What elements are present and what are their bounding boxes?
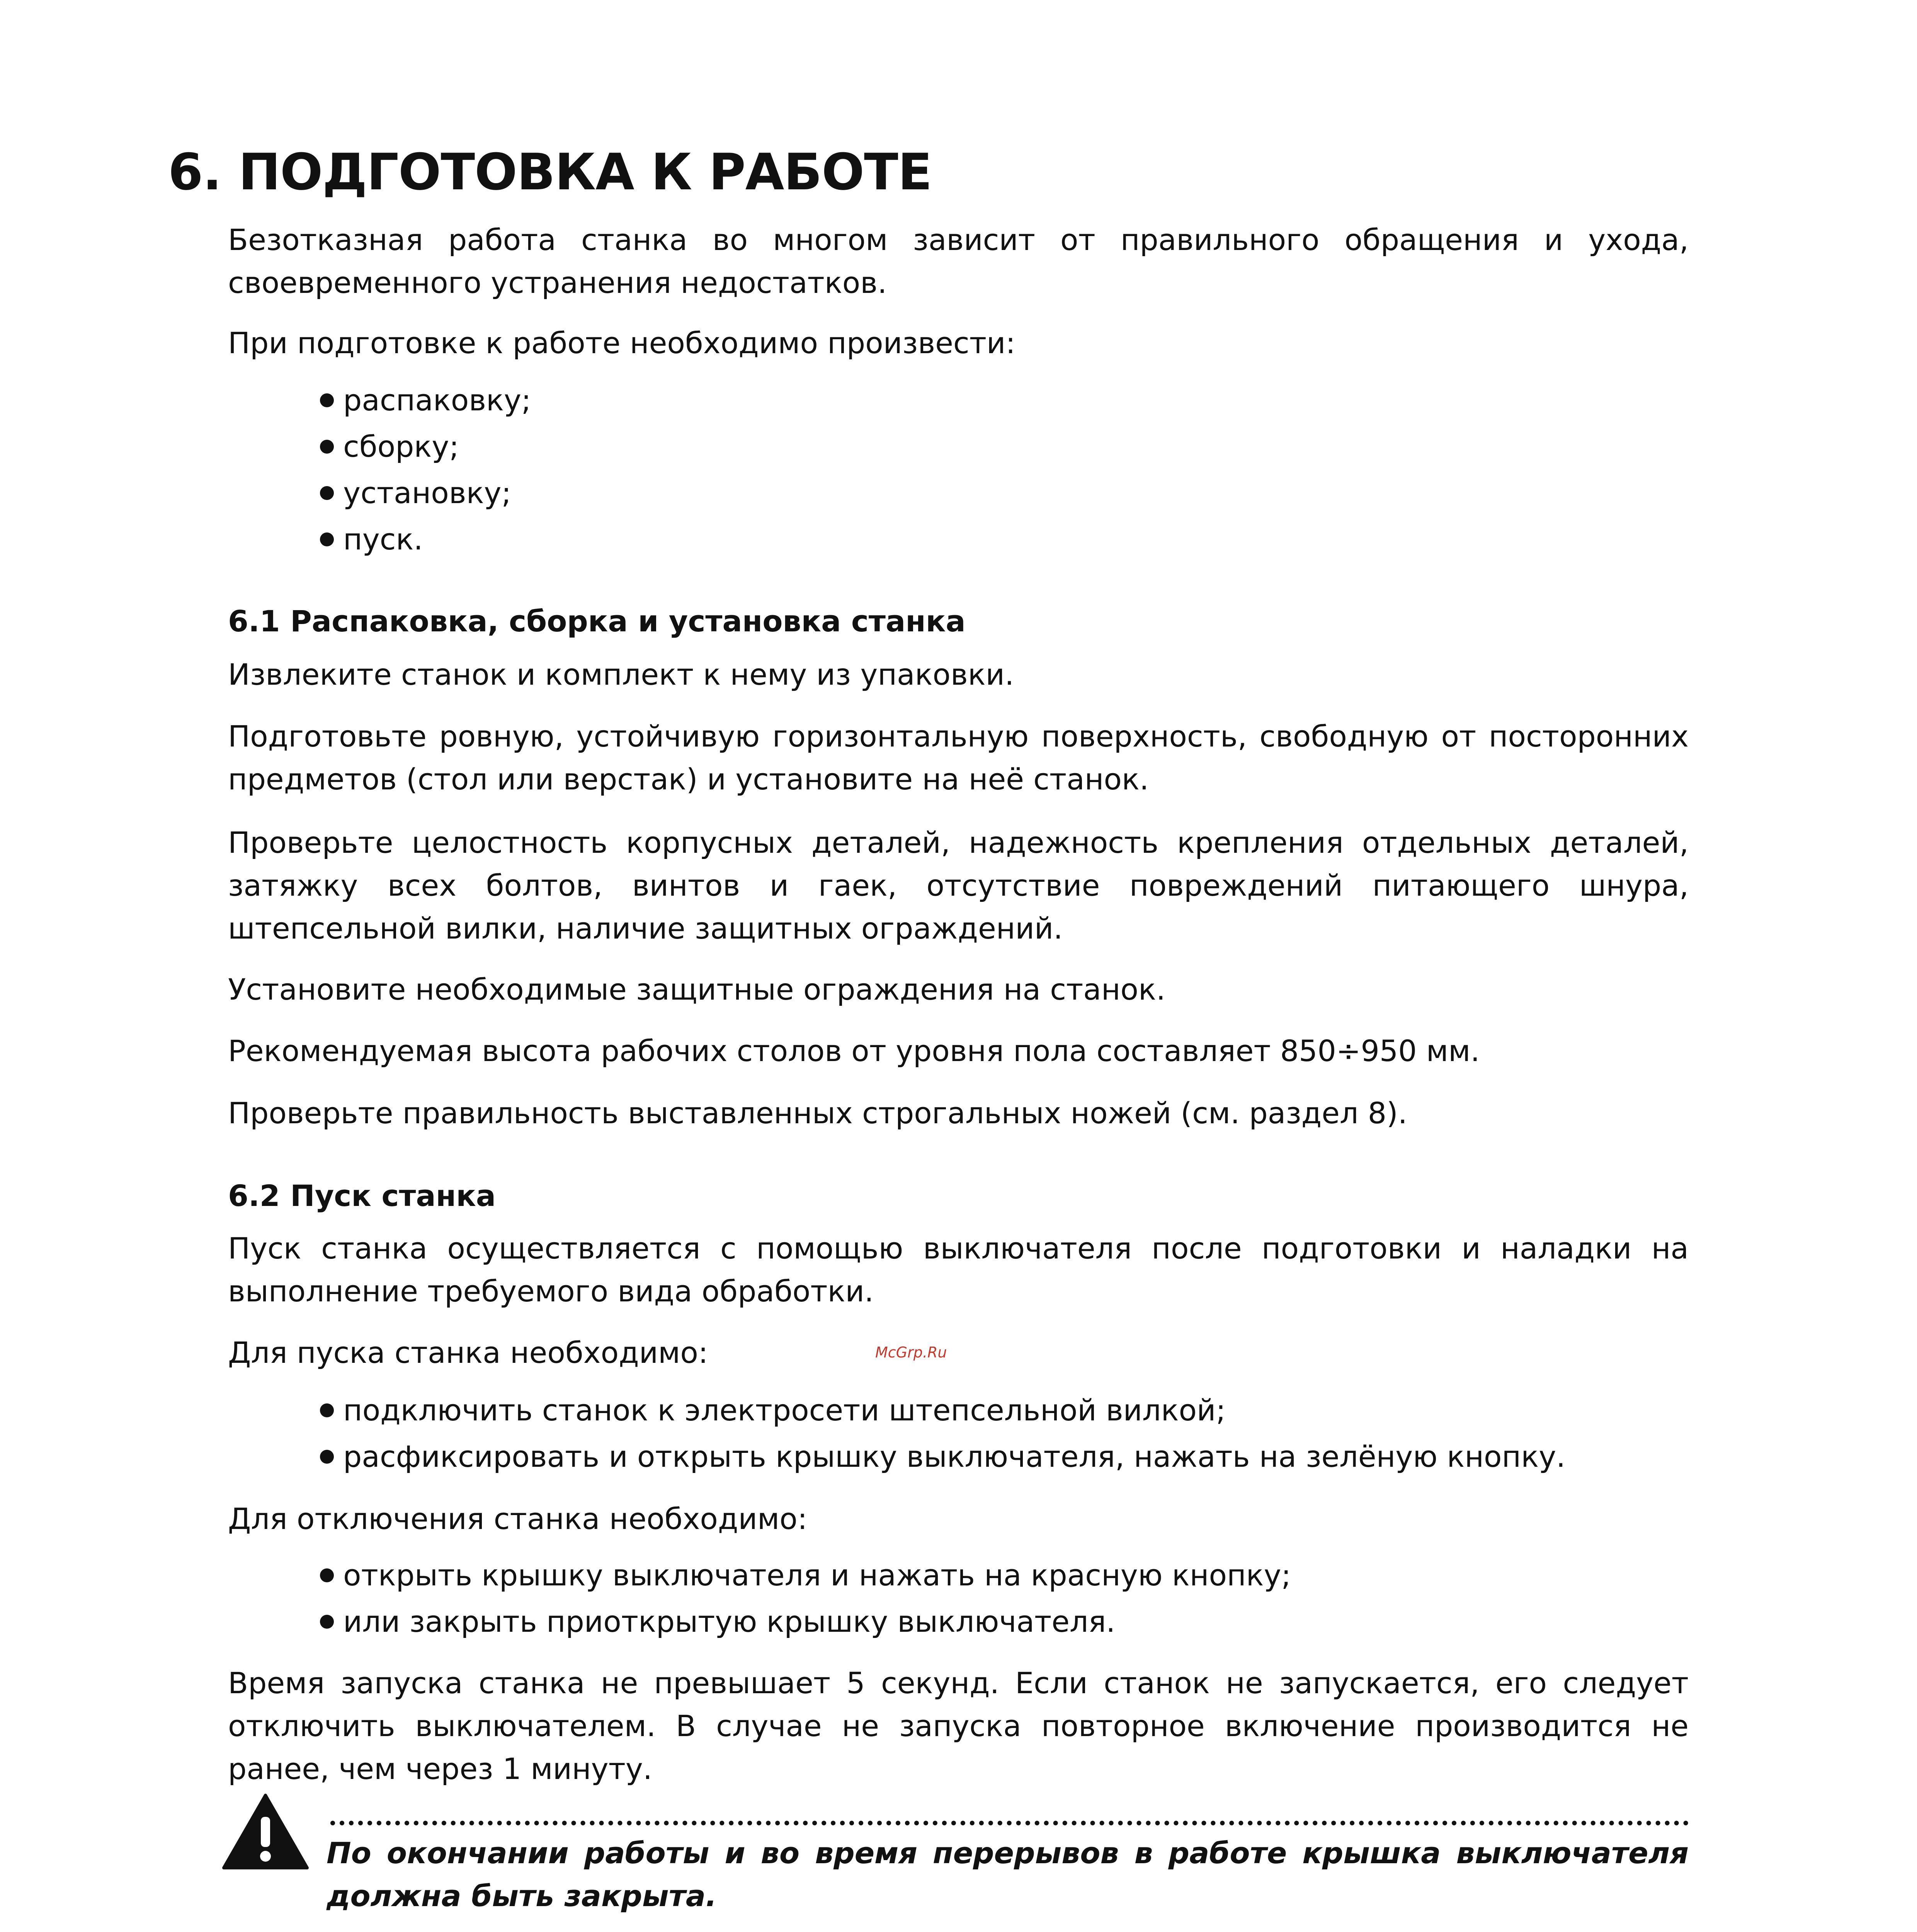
section-6-2-stop-lead: Для отключения станка необходимо: xyxy=(228,1502,808,1536)
list-item: установку; xyxy=(317,470,531,516)
section-6-prep-lead: При подготовке к работе необходимо произвести: xyxy=(228,326,1015,360)
list-item: или закрыть приоткрытую крышку выключателя. xyxy=(317,1599,1291,1645)
section-6-2-start-time: Время запуска станка не превышает 5 секунд. Если станок не запускается, его следует отключить выключателем. В случае не запуска повторное включение производится не ранее, чем через 1 минуту. xyxy=(228,1666,1689,1786)
section-6-1-p3: Проверьте целостность корпусных деталей, надежность крепления отдельных деталей, затяжку всех болтов, винтов и гаек, отсутствие повреждений питающего шнура, штепсельной вилки, наличие защитных ограждений. xyxy=(228,825,1689,946)
section-6-1-p6: Проверьте правильность выставленных строгальных ножей (см. раздел 8). xyxy=(228,1096,1407,1130)
list-item: распаковку; xyxy=(317,377,531,423)
section-6-1-p5: Рекомендуемая высота рабочих столов от уровня пола составляет 850÷950 мм. xyxy=(228,1034,1480,1068)
list-item: открыть крышку выключателя и нажать на красную кнопку; xyxy=(317,1552,1291,1599)
section-6-2-p1: Пуск станка осуществляется с помощью выключателя после подготовки и наладки на выполнение требуемого вида обработки. xyxy=(228,1231,1689,1308)
bullet-icon xyxy=(320,486,334,500)
list-item: сборку; xyxy=(317,423,531,470)
bullet-icon xyxy=(320,1568,334,1582)
bullet-icon xyxy=(320,1450,334,1464)
section-6-1-title: 6.1 Распаковка, сборка и установка станка xyxy=(228,604,966,638)
warning-text: По окончании работы и во время перерывов в работе крышка выключателя должна быть закрыта. xyxy=(327,1836,1689,1913)
list-item: расфиксировать и открыть крышку выключателя, нажать на зелёную кнопку. xyxy=(317,1434,1565,1480)
warning-icon xyxy=(222,1793,309,1870)
section-6-intro: Безотказная работа станка во многом зависит от правильного обращения и ухода, своевременного устранения недостатков. xyxy=(228,223,1689,300)
section-6-1-p4: Установите необходимые защитные ограждения на станок. xyxy=(228,972,1166,1007)
section-6-1-p1: Извлеките станок и комплект к нему из упаковки. xyxy=(228,657,1014,692)
bullet-icon xyxy=(320,532,334,546)
section-6-1-p2: Подготовьте ровную, устойчивую горизонтальную поверхность, свободную от посторонних предметов (стол или верстак) и установите на неё станок. xyxy=(228,719,1689,796)
bullet-icon xyxy=(320,440,334,454)
start-list xyxy=(317,1387,1565,1480)
bullet-icon xyxy=(320,1403,334,1417)
bullet-icon xyxy=(320,393,334,407)
bullet-icon xyxy=(320,1615,334,1629)
warning-divider xyxy=(330,1821,1689,1825)
section-6-2-title: 6.2 Пуск станка xyxy=(228,1179,496,1213)
watermark: McGrp.Ru xyxy=(875,1344,947,1361)
section-6-title: 6. ПОДГОТОВКА К РАБОТЕ xyxy=(168,143,932,201)
list-item: подключить станок к электросети штепсельной вилкой; xyxy=(317,1387,1565,1434)
prep-list xyxy=(317,377,531,563)
stop-list xyxy=(317,1552,1291,1645)
list-item: пуск. xyxy=(317,516,531,563)
section-6-2-start-lead: Для пуска станка необходимо: xyxy=(228,1335,708,1370)
